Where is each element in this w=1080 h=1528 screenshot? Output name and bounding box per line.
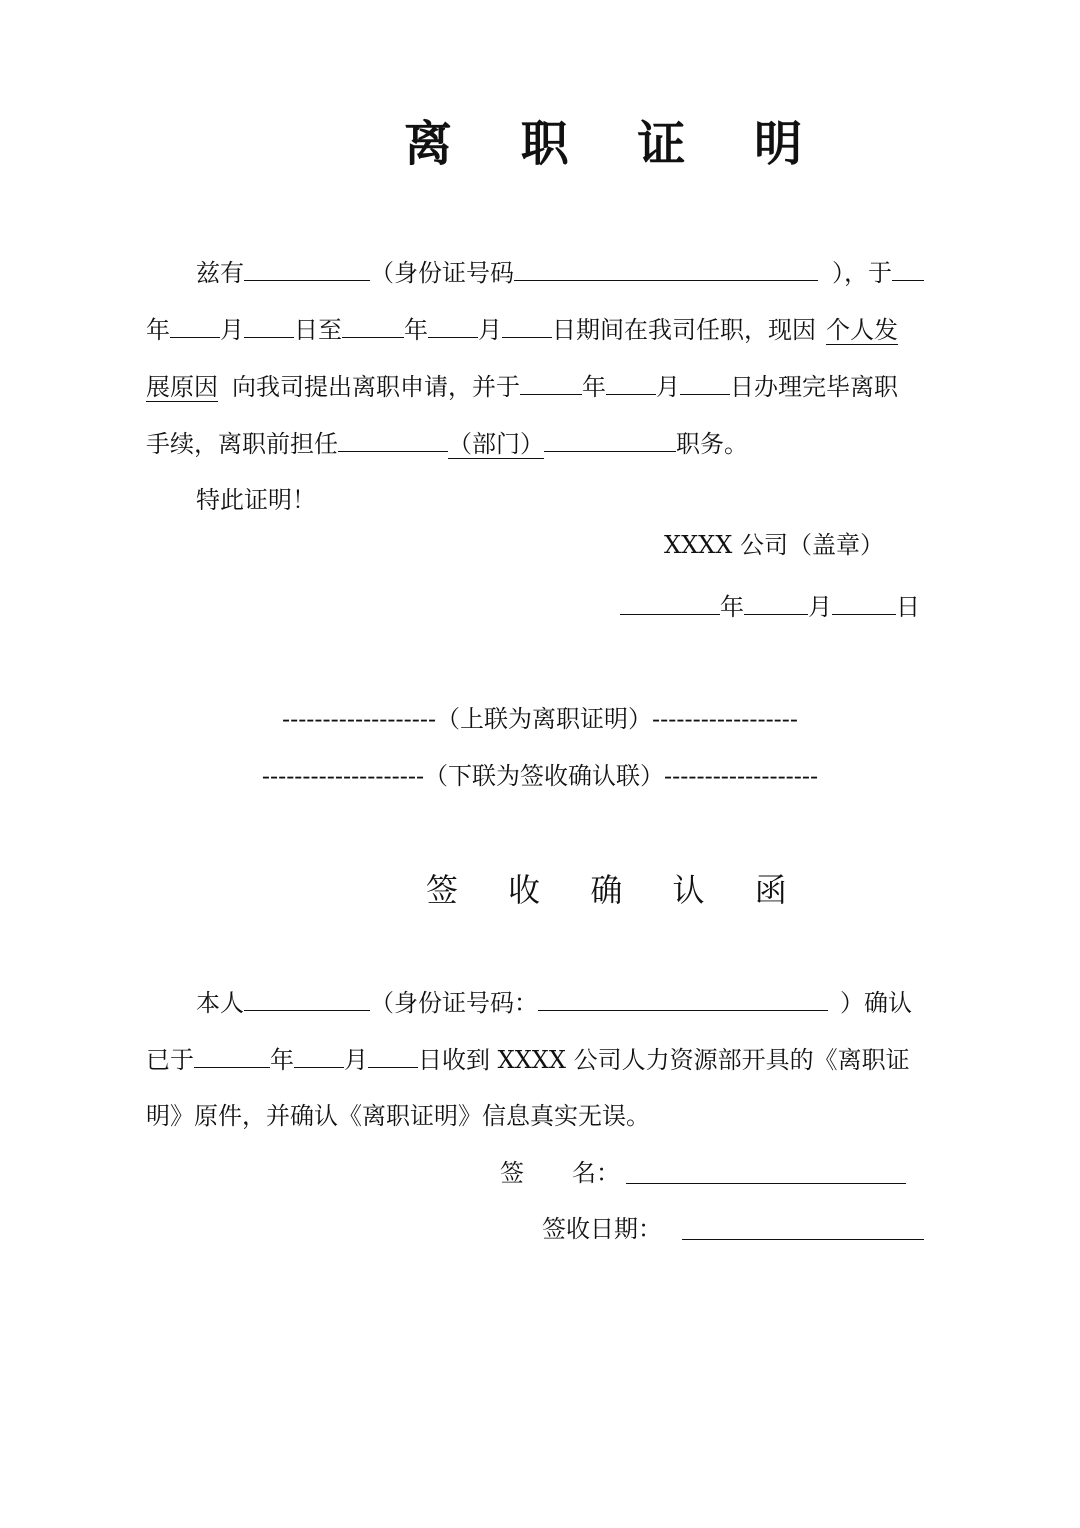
text: 月 (478, 316, 502, 344)
text: 手续，离职前担任 (146, 430, 338, 458)
position-blank[interactable] (544, 427, 676, 452)
divider-lower: --------------------（下联为签收确认联）------------------- (261, 762, 819, 790)
text: 年 (582, 373, 606, 401)
receipt-line-3: 明》原件，并确认《离职证明》信息真实无误。 (146, 1102, 650, 1130)
certificate-title: 离 职 证 明 (404, 116, 829, 172)
text: ），于 (832, 259, 892, 287)
text: 日办理完毕离职 (730, 373, 898, 401)
divider-upper: -------------------（上联为离职证明）------------------ (281, 705, 799, 733)
company-seal: XXXX 公司（盖章） (664, 531, 884, 559)
leave-year-blank[interactable] (520, 370, 582, 395)
receipt-year-blank[interactable] (194, 1043, 270, 1068)
text: 日期间在我司任职，现因 (552, 316, 816, 344)
leave-month-blank[interactable] (606, 370, 656, 395)
start-year-blank[interactable] (892, 256, 924, 281)
text: （身份证号码 (370, 259, 514, 287)
text: 月 (808, 593, 832, 621)
text: 已于 (146, 1046, 194, 1074)
closing-text: 特此证明！ (196, 486, 316, 514)
reason-text: 个人发 (826, 316, 898, 344)
text: 月 (656, 373, 680, 401)
sign-date-label: 签收日期： (542, 1215, 662, 1243)
reason-text: 展原因 (146, 373, 218, 401)
start-month-blank[interactable] (170, 313, 220, 338)
start-day-blank[interactable] (244, 313, 294, 338)
issue-day-blank[interactable] (832, 590, 896, 615)
text: ）确认 (840, 989, 912, 1017)
text: 年 (146, 316, 170, 344)
signature-label: 签 名： (500, 1159, 620, 1187)
text: （身份证号码： (370, 989, 538, 1017)
receipt-line-2 (146, 1043, 910, 1076)
dept-blank-left[interactable] (338, 427, 448, 452)
leave-day-blank[interactable] (680, 370, 730, 395)
receipt-name-blank[interactable] (244, 986, 370, 1011)
receipt-title: 签 收 确 认 函 (426, 871, 807, 909)
text: 向我司提出离职申请，并于 (232, 373, 520, 401)
receipt-line-1 (196, 986, 912, 1019)
text: 兹有 (196, 259, 244, 287)
name-blank[interactable] (244, 256, 370, 281)
text: 日至 (294, 316, 342, 344)
receipt-day-blank[interactable] (368, 1043, 418, 1068)
issue-year-blank[interactable] (620, 590, 720, 615)
issue-date (620, 590, 920, 623)
end-year-blank[interactable] (342, 313, 404, 338)
cert-line-4 (146, 427, 748, 460)
receipt-month-blank[interactable] (294, 1043, 344, 1068)
text: 本人 (196, 989, 244, 1017)
text: 月 (220, 316, 244, 344)
text: 日收到 XXXX 公司人力资源部开具的《离职证 (418, 1046, 910, 1074)
text: 职务。 (676, 430, 748, 458)
text: 月 (344, 1046, 368, 1074)
text: 日 (896, 593, 920, 621)
sign-date-line[interactable] (682, 1238, 924, 1240)
text: 年 (270, 1046, 294, 1074)
receipt-id-blank[interactable] (538, 986, 828, 1011)
end-day-blank[interactable] (502, 313, 552, 338)
text: 年 (720, 593, 744, 621)
signature-line[interactable] (626, 1182, 906, 1184)
department-field[interactable]: （部门） (448, 430, 544, 458)
cert-line-3 (146, 370, 898, 403)
id-number-blank[interactable] (514, 256, 818, 281)
end-month-blank[interactable] (428, 313, 478, 338)
issue-month-blank[interactable] (744, 590, 808, 615)
cert-line-1 (196, 256, 924, 289)
cert-line-2 (146, 313, 898, 346)
text: 年 (404, 316, 428, 344)
